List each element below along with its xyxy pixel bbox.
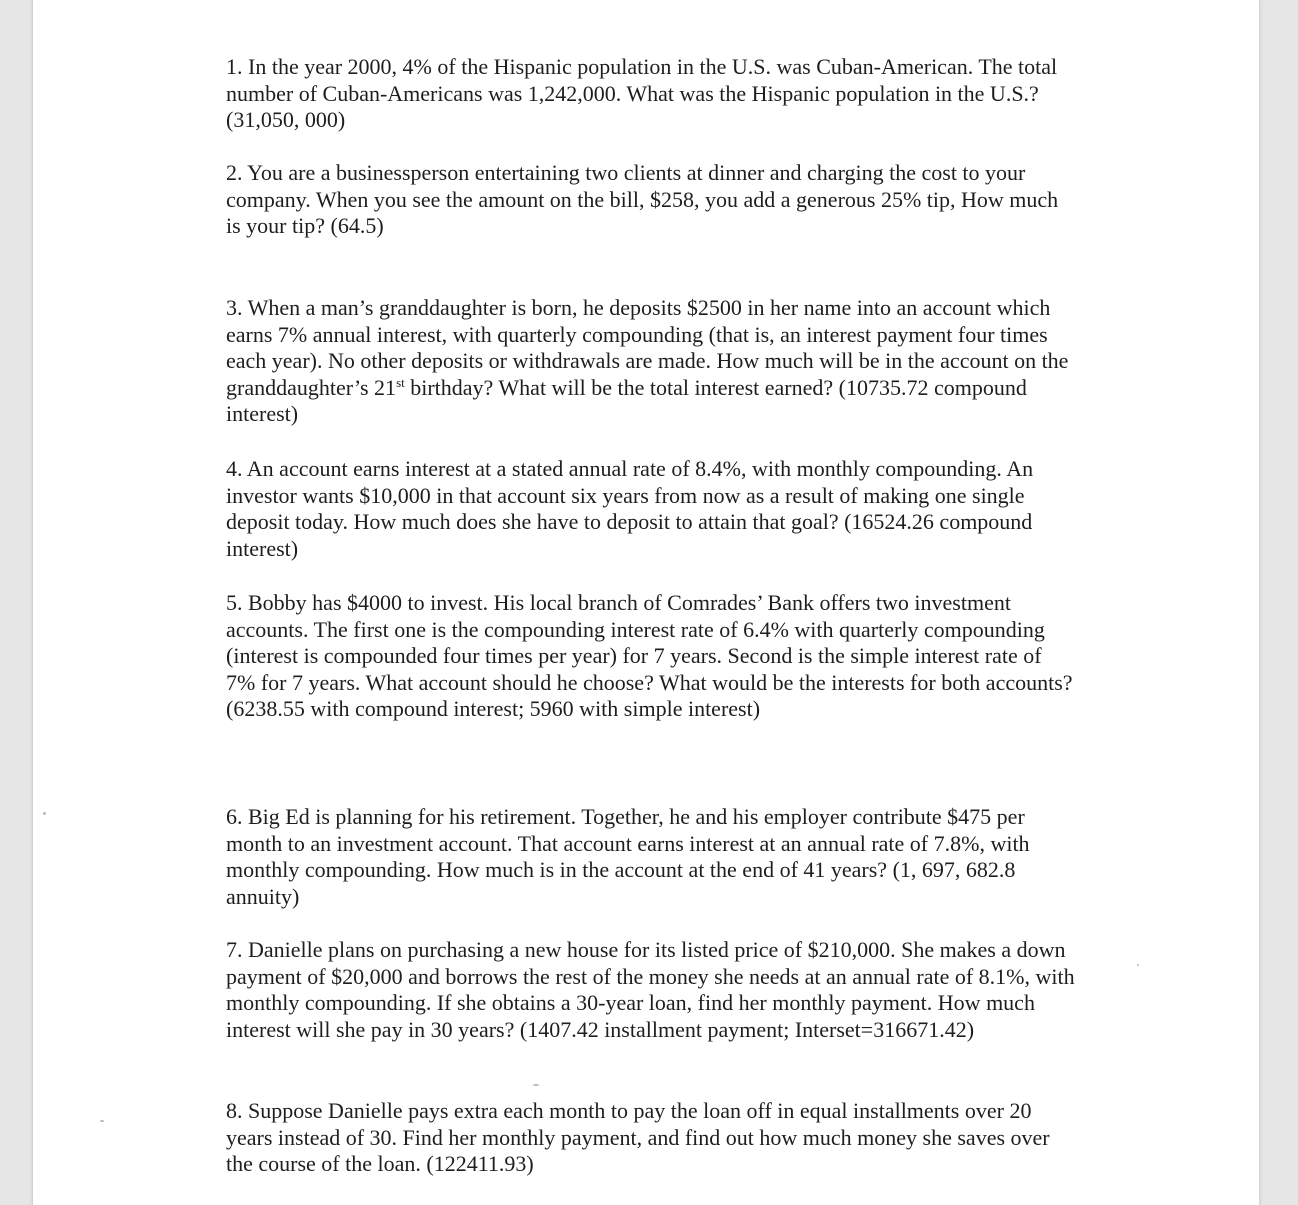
document-page: [32, 0, 1260, 1205]
problem-5: 5. Bobby has $4000 to invest. His local branch of Comrades’ Bank offers two investment accounts. The first one is the compounding interest rate of 6.4% with quarterly compounding (interest is compounded four times per year) for 7 years. Second is the simple interest rate of 7% for 7 years. What account should he choose? What would be the interests for both accounts? (6238.55 with compound interest; 5960 with simple interest): [226, 590, 1073, 721]
problem-1: 1. In the year 2000, 4% of the Hispanic population in the U.S. was Cuban-American. The total number of Cuban-Americans was 1,242,000. What was the Hispanic population in the U.S.? (31,050, 000): [226, 54, 1058, 132]
problem-4: 4. An account earns interest at a stated annual rate of 8.4%, with monthly compounding. An investor wants $10,000 in that account six years from now as a result of making one single deposit today. How much does she have to deposit to attain that goal? (16524.26 compound interest): [226, 456, 1034, 561]
scan-speck: [1137, 964, 1139, 966]
scan-speck: [100, 1120, 104, 1122]
problem-2: 2. You are a businessperson entertaining two clients at dinner and charging the cost to your company. When you see the amount on the bill, $258, you add a generous 25% tip, How much is your tip? (64.5): [226, 160, 1059, 238]
problem-3: 3. When a man’s granddaughter is born, he deposits $2500 in her name into an account which earns 7% annual interest, with quarterly compounding (that is, an interest payment four times each year). No other deposits or withdrawals are made. How much will be in the account on the granddaughter’s 21st birthday? What will be the total interest earned? (10735.72 compound interest): [226, 295, 1069, 426]
ordinal-suffix: st: [396, 374, 405, 390]
scan-speck: [43, 812, 46, 815]
problem-6: 6. Big Ed is planning for his retirement. Together, he and his employer contribute $475 per month to an investment account. That account earns interest at an annual rate of 7.8%, with monthly compounding. How much is in the account at the end of 41 years? (1, 697, 682.8 annuity): [226, 804, 1030, 909]
problem-7: 7. Danielle plans on purchasing a new house for its listed price of $210,000. She makes a down payment of $20,000 and borrows the rest of the money she needs at an annual rate of 8.1%, with monthly compounding. If she obtains a 30-year loan, find her monthly payment. How much interest will she pay in 30 years? (1407.42 installment payment; Interset=316671.42): [226, 937, 1075, 1042]
problem-8: 8. Suppose Danielle pays extra each month to pay the loan off in equal installments over 20 years instead of 30. Find her monthly payment, and find out how much money she saves over the course of the loan. (122411.93): [226, 1098, 1050, 1176]
scan-speck: [533, 1084, 539, 1086]
